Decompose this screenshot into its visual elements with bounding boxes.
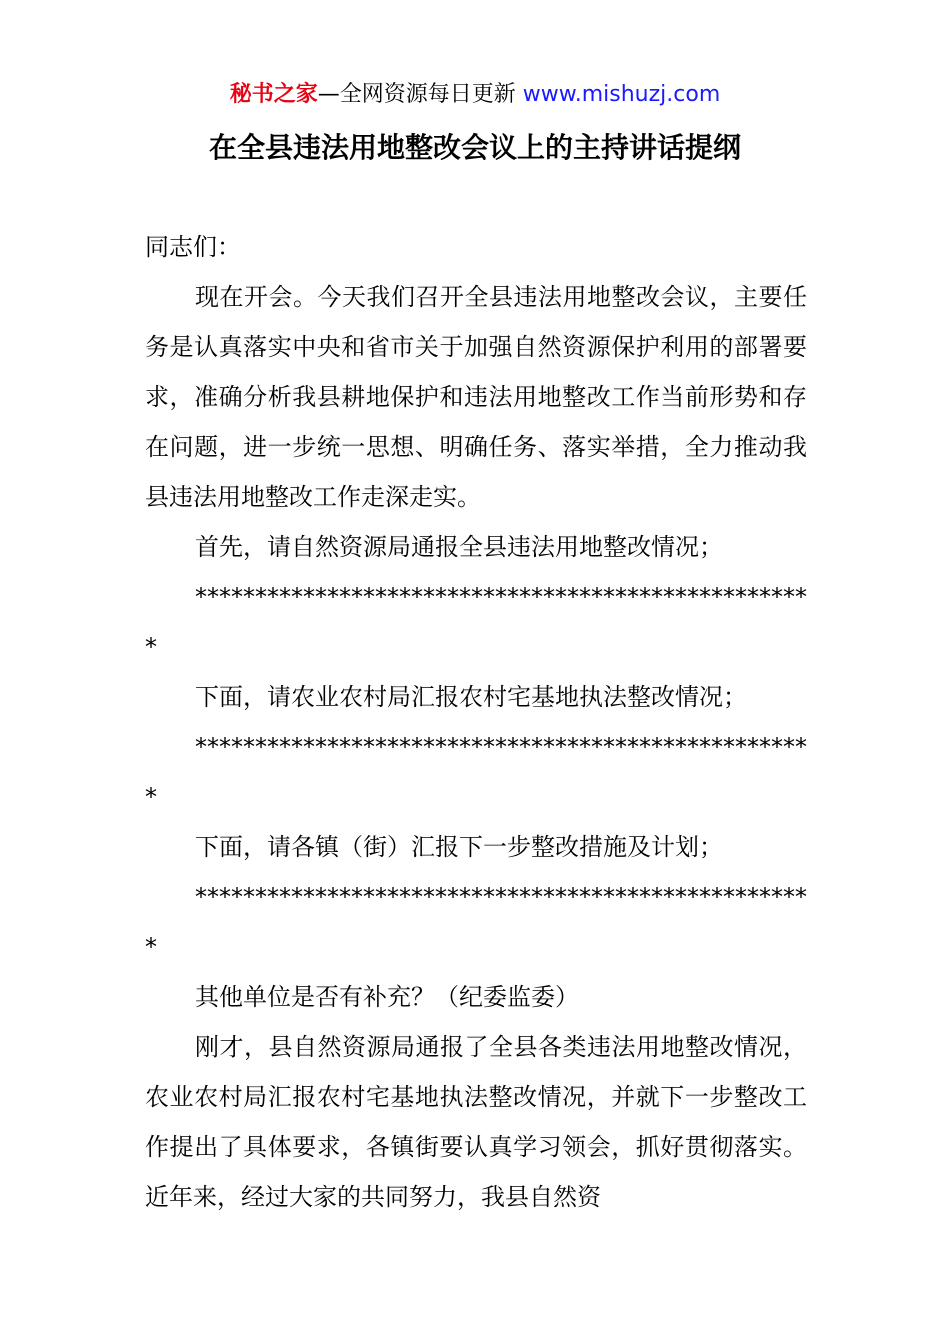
placeholder-stars: **************************************************** — [145, 733, 807, 811]
paragraph-third-report: 下面，请各镇（街）汇报下一步整改措施及计划； — [195, 833, 723, 861]
paragraph-opening: 现在开会。今天我们召开全县违法用地整改会议，主要任务是认真落实中央和省市关于加强自然资源保护利用的部署要求，准确分析我县耕地保护和违法用地整改工作当前形势和存在问题，进一步统一思想、明确任务、落实举措，全力推动我县违法用地整改工作走深走实。 — [145, 283, 807, 511]
paragraph-supplement-question: 其他单位是否有补充？（纪委监委） — [195, 983, 579, 1011]
paragraph-summary: 刚才，县自然资源局通报了全县各类违法用地整改情况，农业农村局汇报农村宅基地执法整改情况，并就下一步整改工作提出了具体要求，各镇街要认真学习领会，抓好贯彻落实。近年来，经过大家的共同努力，我县自然资 — [145, 1033, 807, 1211]
document-title: 在全县违法用地整改会议上的主持讲话提纲 — [208, 131, 741, 164]
site-header — [0, 80, 950, 110]
salutation: 同志们： — [145, 233, 241, 261]
site-tagline: —全网资源每日更新 — [317, 82, 523, 107]
document-body — [145, 222, 807, 1222]
site-brand: 秘书之家 — [229, 82, 318, 107]
placeholder-stars: **************************************************** — [145, 883, 807, 961]
placeholder-stars: **************************************************** — [145, 583, 807, 661]
paragraph-first-report: 首先，请自然资源局通报全县违法用地整改情况； — [195, 533, 723, 561]
paragraph-second-report: 下面，请农业农村局汇报农村宅基地执法整改情况； — [195, 683, 747, 711]
site-url-link[interactable]: www.mishuzj.com — [522, 82, 721, 107]
